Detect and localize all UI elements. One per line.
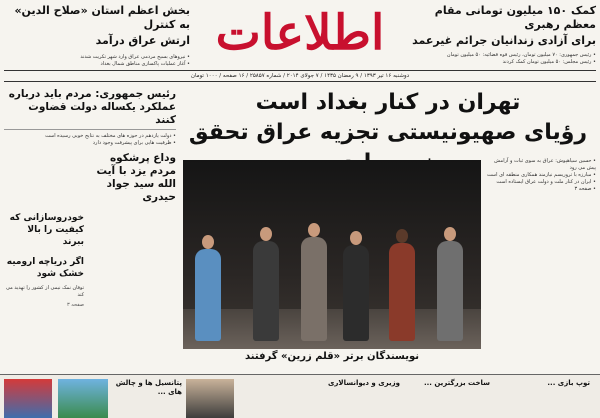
left-narrow-stories (4, 210, 84, 308)
left-story1-line: • ظرفیت هایی برای پیشرفت وجود دارد (92, 140, 176, 146)
person-figure (253, 241, 279, 341)
top-right-story[interactable] (410, 4, 596, 66)
top-right-headline: کمک ۱۵۰ میلیون تومانی مقام معظم رهبری (434, 4, 596, 31)
promo-thumbnail[interactable] (4, 379, 52, 418)
right-body-line: • ایران در کنار ملت و دولت عراق ایستاده است (496, 179, 596, 185)
ribbon-item[interactable]: وزیری و دیوانسالاری (327, 379, 400, 387)
main-headline-line2: رؤیای صهیونیستی تجزیه عراق تحقق (188, 120, 588, 145)
right-body-line: • صفحه ۳ (574, 186, 596, 192)
right-body-line: • حسین سیاهپوش: عراق به سوی ثبات و آرامش پیش می رود (494, 158, 596, 171)
ribbon-item[interactable]: ساخت بزرگترین ... (423, 379, 490, 387)
top-left-story[interactable] (4, 4, 190, 68)
ribbon-item[interactable]: توپ بازی ... (547, 379, 590, 387)
left-page-label: صفحه ۳ (67, 302, 84, 308)
left-story1-line: • دولت یازدهم در حوزه های مختلف به نتایج خوبی رسیده است (45, 133, 176, 139)
person-figure (343, 245, 369, 341)
left-column (4, 86, 176, 206)
person-figure (301, 237, 327, 341)
left-story4-title[interactable]: اگر دریاچه ارومیه خشک شود (6, 257, 84, 279)
main-headline-line1: تهران در کنار بغداد است (255, 90, 521, 115)
right-column (486, 158, 596, 193)
bottom-ribbon (0, 374, 600, 418)
top-left-line: • آغاز عملیات پاکسازی مناطق شمال بغداد (100, 61, 190, 67)
left-story2-title[interactable]: وداع پرشکوه مردم یزد با آیت الله سید جواد حیدری (96, 152, 176, 203)
dateline: دوشنبه ۱۶ تیر ۱۳۹۳ / ۹ رمضان ۱۴۳۵ / ۷ جولای ۲۰۱۴ / شماره ۲۵۸۵۷ / ۱۶ صفحه / ۱۰۰۰ تومان (4, 70, 596, 82)
top-left-line: • نیروهای بسیج مردمی عراق وارد شهر تکریت شدند (80, 54, 190, 60)
left-story4-sub: توفان نمک نیمی از کشور را تهدید می کند (5, 285, 84, 298)
person-figure (389, 243, 415, 341)
promo-thumbnail[interactable] (186, 379, 234, 418)
lead-photo[interactable] (183, 160, 481, 349)
masthead-logo: اطلاعات (215, 5, 385, 61)
left-story1-title[interactable]: رئیس جمهوری: مردم باید درباره عملکرد یکساله دولت قضاوت کنند (4, 86, 176, 130)
ribbon-item[interactable]: پتانسیل ها و چالش های ... (115, 379, 182, 396)
top-right-subheadline: برای آزادی زندانیان جرائم غیرعمد (412, 34, 596, 47)
photo-caption: نویسندگان برتر «قلم زرین» گرفتند (245, 351, 419, 362)
left-story3-title[interactable]: خودروسازانی که کیفیت را بالا ببرند (9, 213, 84, 247)
top-left-subheadline: ارتش عراق درآمد (95, 34, 190, 47)
top-left-headline: بخش اعظم استان «صلاح الدین» به کنترل (14, 4, 190, 31)
person-figure (437, 241, 463, 341)
top-right-line: • رئیس جمهوری: ۷۰ میلیون تومان، رئیس قوه قضائیه: ۵۰ میلیون تومان (446, 52, 596, 58)
right-body-line: • مبارزه با تروریسم نیازمند همکاری منطقه ای است (487, 172, 596, 178)
top-right-line: • رئیس مجلس: ۵۰ میلیون تومان کمک کردند (502, 59, 596, 65)
promo-thumbnail[interactable] (58, 379, 108, 418)
person-figure (195, 249, 221, 341)
